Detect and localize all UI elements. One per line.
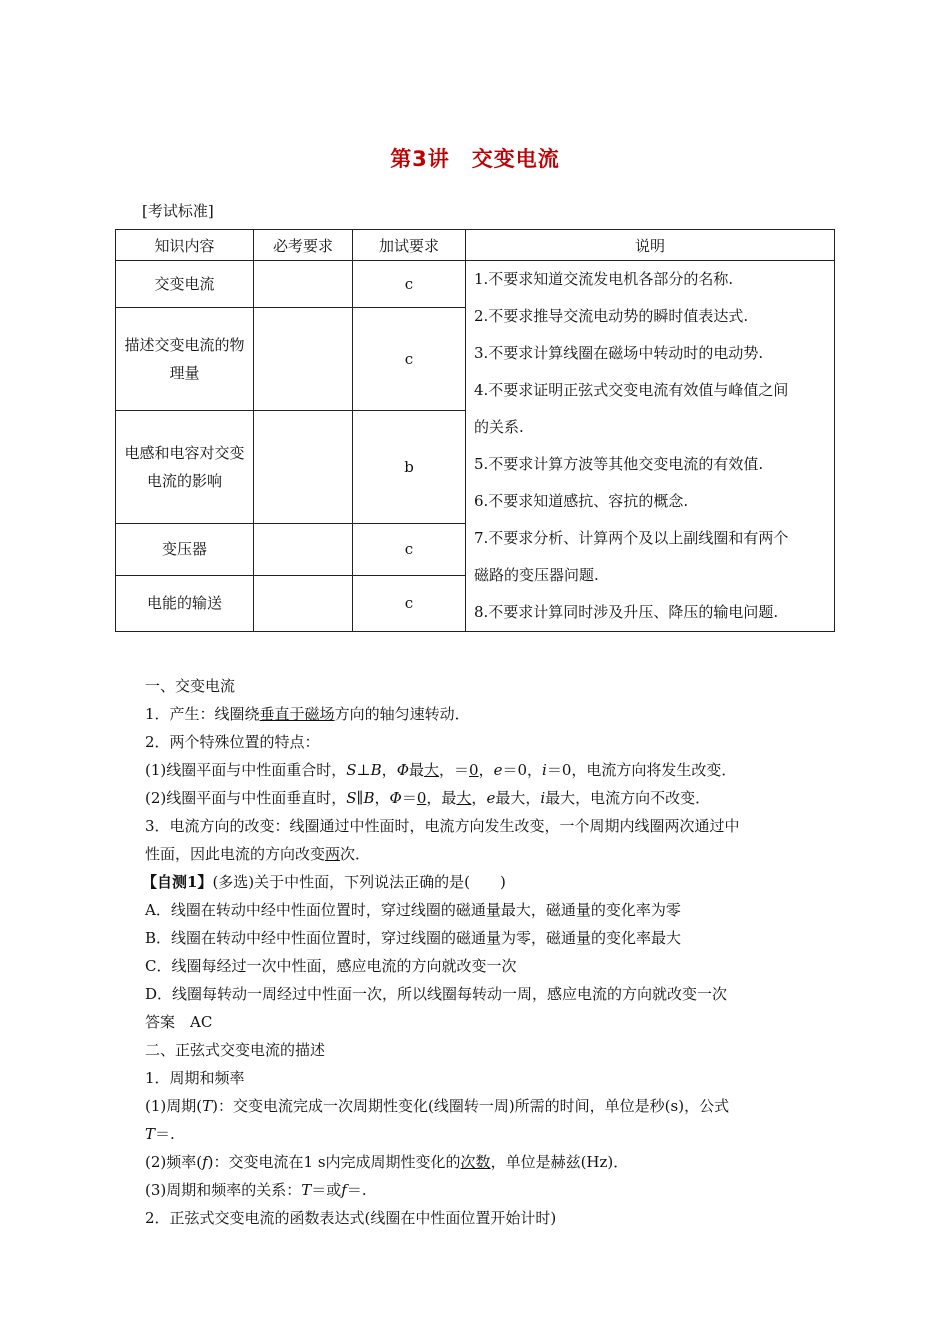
note-line: 8.不要求计算同时涉及升压、降压的输电问题. — [474, 603, 779, 621]
note-line: 1.不要求知道交流发电机各部分的名称. — [474, 270, 734, 288]
note-line: 2.不要求推导交流电动势的瞬时值表达式. — [474, 307, 749, 325]
standards-label: [考试标准] — [142, 202, 214, 220]
quiz-option: D．线圈每转动一周经过中性面一次，所以线圈每转动一周，感应电流的方向就改变一次 — [145, 985, 728, 1003]
required-cell — [254, 307, 353, 410]
section-heading: 二、正弦式交变电流的描述 — [145, 1041, 326, 1059]
advanced-cell: c — [353, 261, 466, 308]
paragraph: (2)频率(f)：交变电流在1 s内完成周期性变化的次数，单位是赫兹(Hz)． — [145, 1153, 629, 1171]
topic-cell: 电感和电容对交变电流的影响 — [116, 410, 254, 523]
paragraph: T＝. — [145, 1125, 175, 1143]
quiz-answer: 答案 AC — [145, 1013, 213, 1031]
advanced-cell: c — [353, 575, 466, 631]
lesson-content — [142, 672, 825, 1232]
paragraph: (3)周期和频率的关系：T＝或f＝. — [145, 1181, 367, 1199]
advanced-cell: b — [353, 410, 466, 523]
required-cell — [254, 410, 353, 523]
note-line: 3.不要求计算线圈在磁场中转动时的电动势. — [474, 344, 764, 362]
page-title: 第3讲 交变电流 — [390, 147, 560, 171]
notes-cell — [466, 261, 835, 632]
header-notes: 说明 — [466, 230, 835, 261]
required-cell — [254, 523, 353, 575]
advanced-cell: c — [353, 307, 466, 410]
required-cell — [254, 261, 353, 308]
note-line: 6.不要求知道感抗、容抗的概念. — [474, 492, 689, 510]
topic-cell: 电能的输送 — [116, 575, 254, 631]
paragraph: 2．正弦式交变电流的函数表达式(线圈在中性面位置开始计时) — [145, 1209, 557, 1227]
note-line: 7.不要求分析、计算两个及以上副线圈和有两个 — [474, 529, 789, 547]
header-required: 必考要求 — [254, 230, 353, 261]
topic-cell: 变压器 — [116, 523, 254, 575]
topic-cell: 交变电流 — [116, 261, 254, 308]
paragraph: (1)线圈平面与中性面重合时，S⊥B，Φ最大，＝0，e＝0，i＝0，电流方向将发生改变． — [145, 761, 737, 779]
note-line: 磁路的变压器问题. — [474, 566, 599, 584]
paragraph: 2．两个特殊位置的特点： — [145, 733, 320, 751]
standards-table — [115, 229, 835, 632]
note-line: 4.不要求证明正弦式交变电流有效值与峰值之间 — [474, 381, 789, 399]
note-line: 的关系. — [474, 418, 524, 436]
quiz-option: A．线圈在转动中经中性面位置时，穿过线圈的磁通量最大，磁通量的变化率为零 — [145, 901, 681, 919]
paragraph: 性面，因此电流的方向改变两次． — [145, 845, 371, 863]
quiz-option: B．线圈在转动中经中性面位置时，穿过线圈的磁通量为零，磁通量的变化率最大 — [145, 929, 682, 947]
header-advanced: 加试要求 — [353, 230, 466, 261]
note-line: 5.不要求计算方波等其他交变电流的有效值. — [474, 455, 764, 473]
quiz-option: C．线圈每经过一次中性面，感应电流的方向就改变一次 — [145, 957, 517, 975]
paragraph: 1．周期和频率 — [145, 1069, 245, 1087]
paragraph: (2)线圈平面与中性面垂直时，S∥B，Φ＝0，最大，e最大，i最大，电流方向不改变． — [145, 789, 711, 807]
quiz-question: 【自测1】(多选)关于中性面，下列说法正确的是( ) — [142, 873, 506, 891]
topic-cell: 描述交变电流的物理量 — [116, 307, 254, 410]
paragraph: 1．产生：线圈绕垂直于磁场方向的轴匀速转动． — [145, 705, 470, 723]
table-row — [116, 261, 835, 308]
required-cell — [254, 575, 353, 631]
table-header-row — [116, 230, 835, 261]
advanced-cell: c — [353, 523, 466, 575]
paragraph: (1)周期(T)：交变电流完成一次周期性变化(线圈转一周)所需的时间，单位是秒(s)，公式 — [145, 1097, 730, 1115]
header-topic: 知识内容 — [116, 230, 254, 261]
paragraph: 3．电流方向的改变：线圈通过中性面时，电流方向发生改变，一个周期内线圈两次通过中 — [145, 817, 740, 835]
section-heading: 一、交变电流 — [145, 677, 236, 695]
